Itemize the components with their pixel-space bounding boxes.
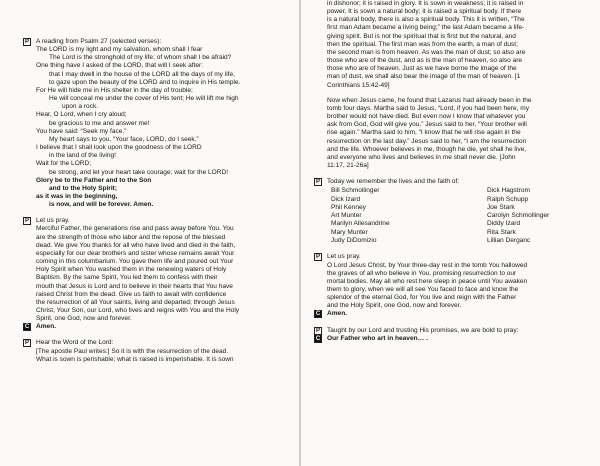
psalm-line: to gaze upon the beauty of the LORD and to inquire in His temple. — [49, 78, 241, 86]
psalm-line: One thing have I asked of the LORD, that will I seek after: — [36, 62, 204, 70]
reading-line: resurrection on the last day.” Jesus said to her, “I am the resurrection — [327, 137, 527, 145]
remember-intro: Today we remember the lives and the faith of: — [327, 178, 460, 186]
prayer-two-response — [314, 310, 590, 318]
gloria-line: is now, and will be forever. Amen. — [49, 201, 154, 209]
prayer-two-text — [327, 262, 590, 311]
reading-line: then the spiritual. The first man was from the earth, a man of dust; — [327, 40, 518, 48]
prayer-line: them to glory, when we will all see You faced to face and know the — [327, 285, 519, 293]
psalm-line: Hear, O Lord, when I cry aloud; — [36, 111, 127, 119]
prayer-line: Holy Spirit when You washed them in the renewing waters of Holy — [36, 266, 227, 274]
congregation-marker-icon: C — [315, 311, 321, 318]
name-entry: Lillian Derganc — [487, 237, 531, 245]
congregation-marker-icon: C — [24, 324, 30, 331]
word-section — [23, 339, 294, 363]
amen-response: Amen. — [36, 323, 57, 331]
lords-prayer-response — [314, 335, 590, 343]
psalm-line: The LORD is my light and my salvation, whom shall I fear — [36, 46, 203, 54]
lords-prayer-intro: Taught by our Lord and trusting His promises, we are bold to pray: — [327, 326, 519, 334]
name-entry: Rita Stark — [487, 228, 516, 236]
reading-line: the second man is from heaven. As was the man of dust; so also are — [327, 48, 526, 56]
reading-line: 11:17, 21-26a] — [327, 161, 369, 169]
name-entry: Dick Izard — [331, 195, 361, 203]
psalm-lines — [36, 46, 294, 177]
remember-section — [314, 178, 590, 245]
prayer-line: coming in this columbarium. You gave them life and poured out Your — [36, 258, 234, 266]
reading-line: ask from God, God will give you.” Jesus said to her, “Your brother will — [327, 121, 527, 129]
name-entry: Ralph Schupp — [487, 195, 529, 203]
page-gutter — [299, 0, 301, 466]
pastor-marker-icon: P — [315, 179, 320, 186]
psalm-line: You have said: “Seek my face.” — [36, 127, 127, 135]
psalm-line: Wait for the LORD; — [36, 160, 92, 168]
psalm-line: that I may dwell in the house of the LORD all the days of my life, — [49, 70, 235, 78]
prayer-line: O Lord Jesus Christ, by Your three-day rest in the tomb You hallowed — [327, 261, 528, 269]
pastor-marker-icon: P — [315, 254, 320, 261]
prayer-line: mortal bodies. May all who rest here sleep in peace until You awaken — [327, 277, 528, 285]
reading-line: is a natural body, there is also a spiritual body. This it is written, “The — [327, 16, 525, 24]
psalm-section — [23, 38, 294, 209]
right-page — [300, 0, 600, 466]
prayer-line: Baptism. By the same Spirit, You led them to confess with their — [36, 274, 218, 282]
prayer-line: raised Christ from the dead. Give us faith to await with confidence — [36, 290, 227, 298]
prayer-one-response — [23, 323, 294, 331]
reading-line: giving spirit. But is not the spiritual that is first but the natural, and — [327, 32, 516, 40]
name-entry: Carolyn Schmollinger — [487, 212, 550, 220]
gloria-line: Glory be to the Father and to the Son — [36, 176, 152, 184]
reading-line: rise again.” Martha said to him, “I know that he will rise again in the — [327, 129, 521, 137]
name-entry: Diddy Izard — [487, 220, 521, 228]
psalm-line: The Lord is the stronghold of my life; of whom shall I be afraid? — [49, 54, 232, 62]
prayer-line: especially for our dear brothers and sister whose remains await Your — [36, 249, 235, 257]
reading-line: and everyone who lives and believes in me shall never die. [John — [327, 153, 516, 161]
reading-line: What is sown is perishable; what is raised is imperishable. It is sown — [36, 355, 234, 363]
prayer-line: and the Holy Spirit, one God, now and forever. — [327, 302, 462, 310]
reading-line: and the life. Whoever believes in me, though he die, yet shall he live, — [327, 145, 527, 153]
name-entry: Art Munter — [331, 212, 362, 220]
psalm-line: I believe that I shall look upon the goodness of the LORD — [36, 144, 202, 152]
psalm-line: in the land of the living! — [49, 152, 116, 160]
pastor-marker-icon: P — [24, 340, 29, 347]
prayer-line: the graves of all who believe in You, promising resurrection to our — [327, 269, 517, 277]
reading-line: tomb four days. Martha said to Jesus, “Lord, if you had been here, my — [327, 104, 529, 112]
prayer-one-intro: Let us pray. — [36, 217, 70, 225]
reading-line: Now when Jesus came, he found that Lazarus had already been in the — [327, 96, 532, 104]
psalm-line: For He will hide me in His shelter in the day of trouble; — [36, 86, 193, 94]
name-entry: Marilyn Allesandrine — [331, 220, 390, 228]
lords-prayer-intro-block — [314, 327, 590, 335]
prayer-line: Spirit, one God, now and forever. — [36, 315, 132, 323]
corinthians-text — [327, 0, 590, 90]
word-text — [36, 348, 294, 364]
pastor-marker-icon: P — [315, 327, 320, 334]
psalm-line: upon a rock. — [62, 103, 99, 111]
name-entry: Phil Kenney — [331, 203, 366, 211]
prayer-line: are the strength of those who labor and the repose of the blessed — [36, 233, 226, 241]
amen-response: Amen. — [327, 310, 348, 318]
reading-line: man of dust, we shall also bear the image of the man of heaven. [1 — [327, 73, 521, 81]
prayer-one-text — [36, 225, 294, 323]
psalm-line: be strong, and let your heart take courage; wait for the LORD! — [49, 168, 229, 176]
prayer-line: mouth that Jesus is Lord and to believe in their hearts that You have — [36, 282, 233, 290]
prayer-line: the resurrection of all Your saints, living and departed; through Jesus — [36, 298, 235, 306]
names-list — [327, 187, 590, 245]
john-reading — [314, 97, 590, 170]
psalm-intro: A reading from Psalm 27 (selected verses): — [36, 38, 162, 45]
prayer-line: splendor of the eternal God, for You live and reign with the Father — [327, 294, 517, 302]
john-text — [327, 97, 590, 170]
psalm-line: be gracious to me and answer me! — [49, 119, 150, 127]
gloria-line: and to the Holy Spirit; — [49, 184, 118, 192]
gloria-patri — [36, 177, 294, 210]
name-entry: Dick Hagstrom — [487, 187, 530, 195]
reading-line: brother would not have died. But even now I know that whatever you — [327, 113, 526, 121]
prayer-two-section — [314, 253, 590, 310]
reading-line: Corinthians 15:42-49] — [327, 81, 390, 89]
name-entry: Bill Schmollinger — [331, 187, 380, 195]
prayer-two-intro: Let us pray. — [327, 253, 361, 261]
reading-line: those who are of the dust, and as is the man of heaven, so also are — [327, 57, 523, 65]
name-entry: Mary Munter — [331, 228, 368, 236]
prayer-line: dead. We give You thanks for all who have lived and died in the faith, — [36, 241, 236, 249]
prayer-line: Merciful Father, the generations rise and pass away before You. You — [36, 225, 234, 233]
pastor-marker-icon: P — [24, 218, 29, 225]
reading-line: first man Adam became a living being;” the last Adam became a life- — [327, 24, 525, 32]
reading-line: [The apostle Paul writes:] So it is with the resurrection of the dead. — [36, 347, 229, 355]
name-entry: Judy DiDomizio — [331, 237, 377, 245]
lords-prayer-text: Our Father who art in heaven… . — [327, 334, 428, 342]
congregation-marker-icon: C — [315, 335, 321, 342]
reading-line: power. It is sown a natural body; it is raised a spiritual body. If there — [327, 8, 522, 16]
gloria-line: as it was in the beginning, — [36, 192, 118, 200]
psalm-line: My heart says to you, “Your face, LORD, do I seek.” — [49, 135, 199, 143]
prayer-one-section — [23, 217, 294, 323]
reading-line: those who are of heaven. Just as we have borne the image of the — [327, 65, 517, 73]
word-intro: Hear the Word of the Lord: — [36, 339, 114, 347]
name-entry: Joe Stark — [487, 203, 515, 211]
corinthians-continued — [314, 0, 590, 90]
prayer-line: Christ, Your Son, our Lord, who lives and reigns with You and the Holy — [36, 307, 240, 314]
psalm-line: He will conceal me under the cover of His tent; He will lift me high — [49, 95, 239, 103]
pastor-marker-icon: P — [24, 39, 29, 45]
reading-line: in dishonor; it is raised in glory. It is sown in weakness; it is raised in — [327, 0, 524, 7]
